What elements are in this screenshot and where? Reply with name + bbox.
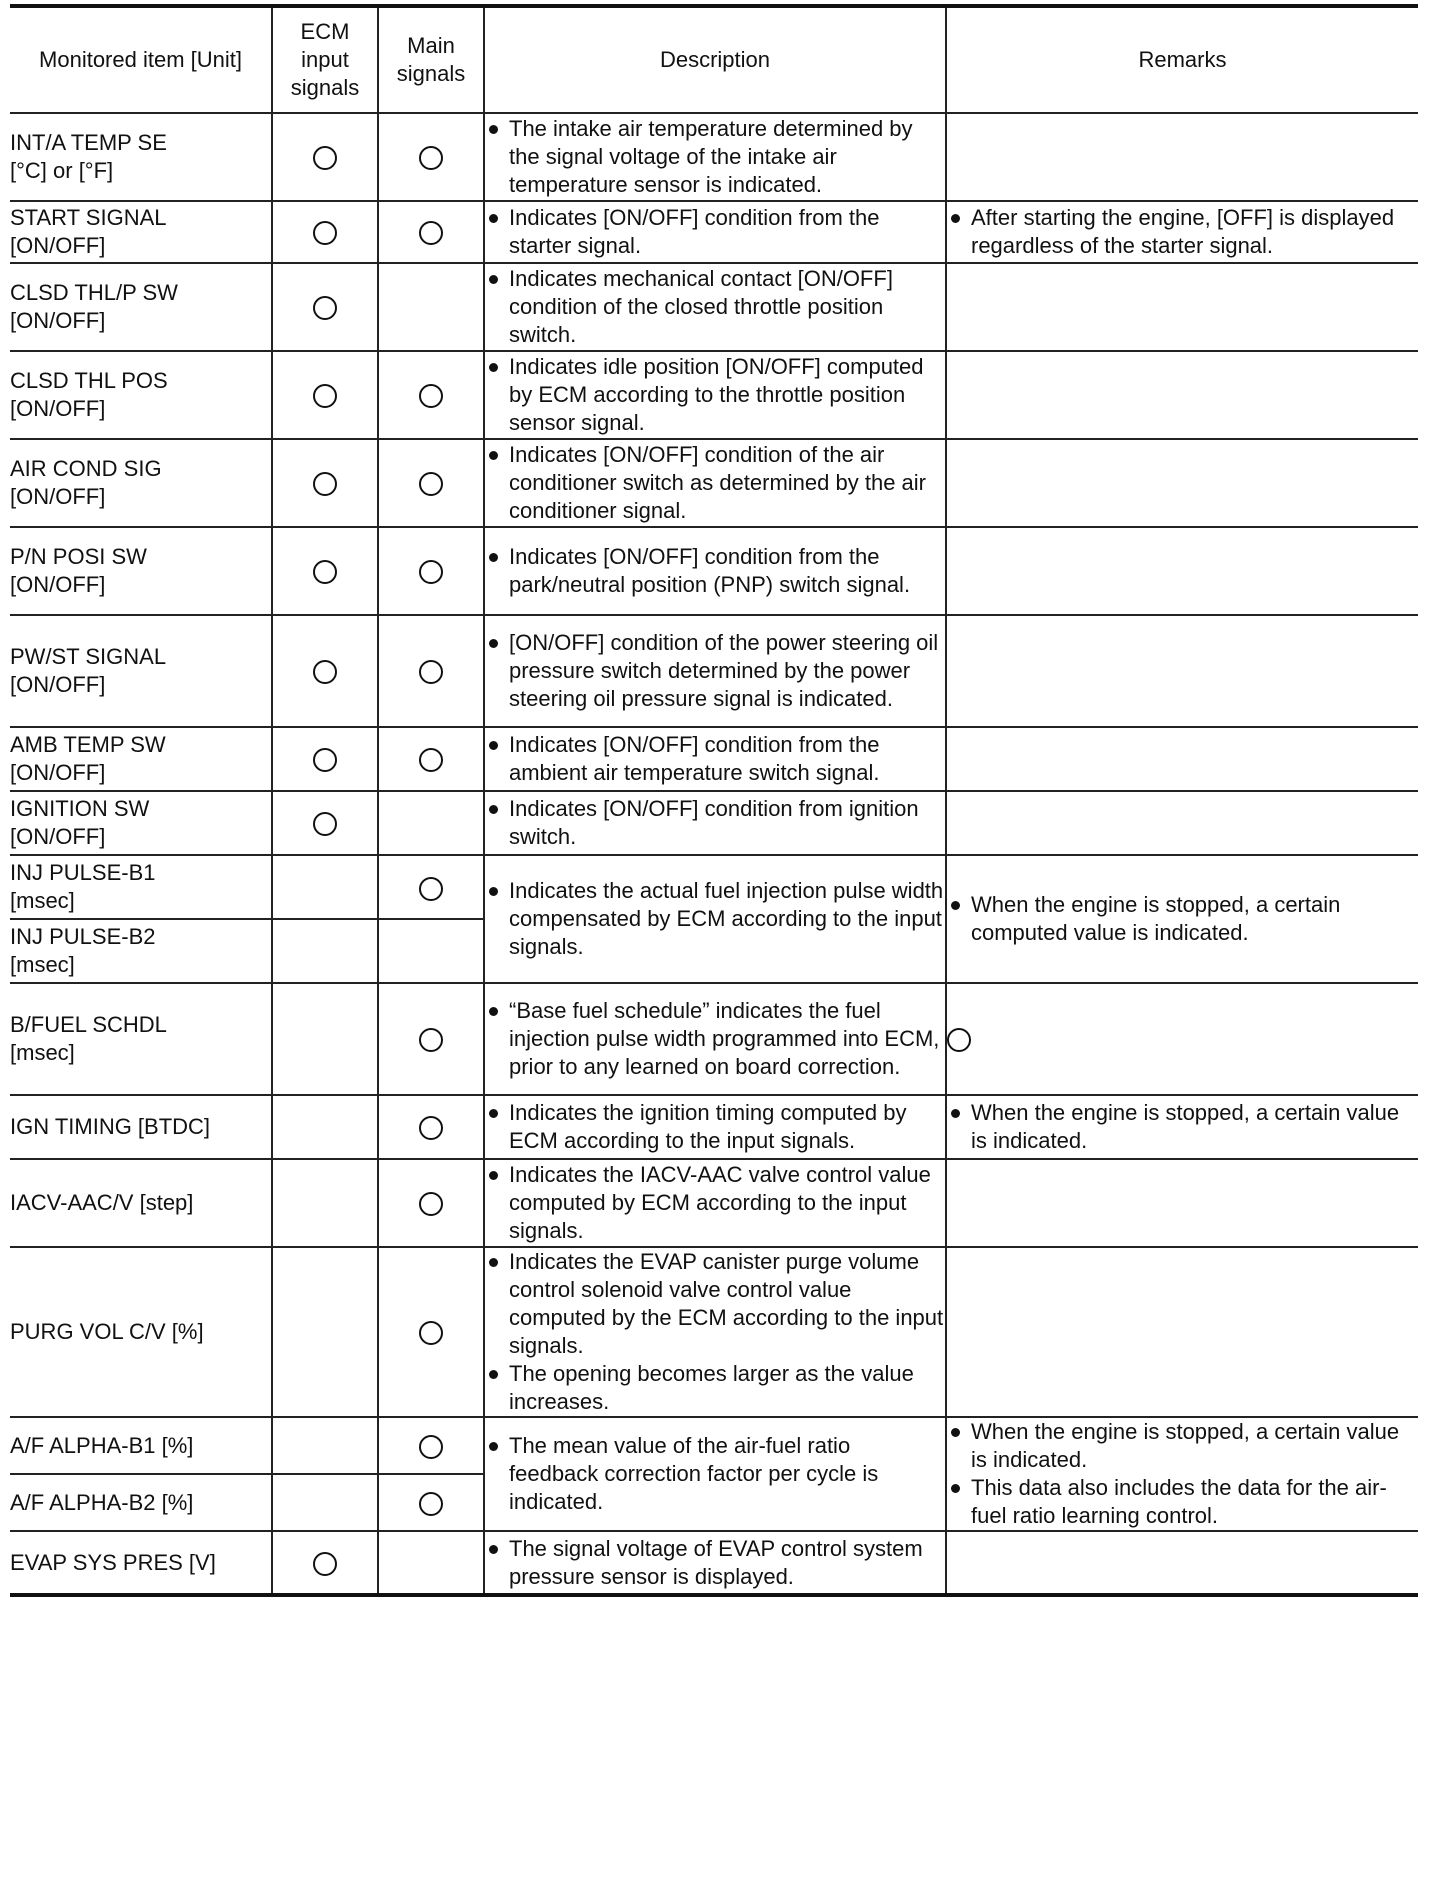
main-signal-cell bbox=[378, 919, 484, 983]
description-cell bbox=[484, 983, 946, 1095]
table-row bbox=[10, 439, 1418, 527]
ecm-input-cell bbox=[272, 1095, 378, 1159]
remarks-cell bbox=[946, 263, 1418, 351]
monitored-item-line: [°C] or [°F] bbox=[10, 158, 114, 183]
bullet-item: After starting the engine, [OFF] is displayed regardless of the starter signal. bbox=[947, 204, 1418, 260]
bullet-list bbox=[947, 1418, 1418, 1530]
table-row bbox=[10, 201, 1418, 263]
monitored-item-line: EVAP SYS PRES [V] bbox=[10, 1549, 216, 1575]
circle-mark-icon bbox=[419, 221, 443, 245]
circle-mark-icon bbox=[313, 812, 337, 836]
main-signal-cell bbox=[378, 527, 484, 615]
description-cell bbox=[484, 113, 946, 201]
monitored-item-cell bbox=[10, 1417, 272, 1474]
monitored-item-line: IGN TIMING [BTDC] bbox=[10, 1114, 211, 1139]
bullet-item: Indicates idle position [ON/OFF] computed by ECM according to the throttle position sensor signal. bbox=[485, 353, 945, 437]
description-cell bbox=[484, 351, 946, 439]
monitored-item-line: INJ PULSE-B1 bbox=[10, 860, 156, 885]
bullet-list bbox=[485, 265, 945, 349]
ecm-input-cell bbox=[272, 1531, 378, 1595]
ecm-input-cell bbox=[272, 113, 378, 201]
remarks-cell bbox=[946, 351, 1418, 439]
table-row bbox=[10, 1159, 1418, 1247]
monitored-item-line: IACV-AAC/V [step] bbox=[10, 1190, 194, 1215]
main-signal-cell bbox=[378, 113, 484, 201]
description-cell bbox=[484, 1247, 946, 1417]
table-row bbox=[10, 727, 1418, 791]
monitored-item-line: A/F ALPHA-B1 [%] bbox=[10, 1432, 194, 1458]
monitored-item-line: IGNITION SW bbox=[10, 796, 150, 821]
monitored-item-cell bbox=[10, 527, 272, 615]
ecm-input-cell bbox=[272, 791, 378, 855]
remarks-cell bbox=[946, 113, 1418, 201]
ecm-input-cell bbox=[272, 983, 378, 1095]
table-row bbox=[10, 1417, 1418, 1474]
monitored-item-line: [ON/OFF] bbox=[10, 760, 106, 785]
monitored-item-line: [ON/OFF] bbox=[10, 396, 106, 421]
main-signal-cell bbox=[378, 983, 484, 1095]
bullet-item: When the engine is stopped, a certain value is indicated. bbox=[947, 1099, 1418, 1155]
monitored-item-line: [ON/OFF] bbox=[10, 308, 106, 333]
bullet-item: Indicates the EVAP canister purge volume control solenoid valve control value computed by the ECM according to the input signals. bbox=[485, 1248, 945, 1360]
monitored-item-cell bbox=[10, 201, 272, 263]
bullet-list bbox=[485, 543, 945, 599]
ecm-input-cell bbox=[272, 615, 378, 727]
bullet-item: When the engine is stopped, a certain value is indicated. bbox=[947, 1418, 1418, 1474]
description-cell bbox=[484, 727, 946, 791]
main-signal-cell bbox=[378, 1474, 484, 1531]
ecm-input-cell bbox=[272, 727, 378, 791]
description-cell bbox=[484, 1095, 946, 1159]
monitored-item-cell bbox=[10, 113, 272, 201]
circle-mark-icon bbox=[947, 1028, 971, 1052]
bullet-item: Indicates the ignition timing computed by ECM according to the input signals. bbox=[485, 1099, 945, 1155]
monitored-item-cell bbox=[10, 791, 272, 855]
remarks-cell bbox=[946, 439, 1418, 527]
circle-mark-icon bbox=[419, 1028, 443, 1052]
ecm-input-cell bbox=[272, 855, 378, 919]
description-cell bbox=[484, 855, 946, 983]
circle-mark-icon bbox=[419, 877, 443, 901]
description-cell bbox=[484, 615, 946, 727]
description-cell bbox=[484, 527, 946, 615]
monitored-item-line: PURG VOL C/V [%] bbox=[10, 1319, 204, 1344]
remarks-cell bbox=[946, 1247, 1418, 1417]
bullet-list bbox=[947, 891, 1418, 947]
header-ecm-input-signals bbox=[272, 6, 378, 113]
header-main-label: Main signals bbox=[396, 33, 466, 86]
circle-mark-icon bbox=[313, 1552, 337, 1576]
ecm-input-cell bbox=[272, 1417, 378, 1474]
monitored-item-line: [ON/OFF] bbox=[10, 824, 106, 849]
monitored-item-line: A/F ALPHA-B2 [%] bbox=[10, 1489, 194, 1515]
monitored-item-line: AIR COND SIG bbox=[10, 456, 162, 481]
circle-mark-icon bbox=[419, 748, 443, 772]
main-signal-cell bbox=[378, 1159, 484, 1247]
remarks-cell bbox=[946, 855, 1418, 983]
bullet-item: This data also includes the data for the air-fuel ratio learning control. bbox=[947, 1474, 1418, 1530]
monitored-item-line: AMB TEMP SW bbox=[10, 732, 166, 757]
monitored-item-cell bbox=[10, 1095, 272, 1159]
bullet-list bbox=[485, 1161, 945, 1245]
bullet-item: The mean value of the air-fuel ratio feedback correction factor per cycle is indicated. bbox=[485, 1432, 945, 1516]
bullet-item: Indicates the IACV-AAC valve control value computed by ECM according to the input signals. bbox=[485, 1161, 945, 1245]
monitored-item-line: P/N POSI SW bbox=[10, 544, 147, 569]
bullet-list bbox=[485, 877, 945, 961]
bullet-item: Indicates the actual fuel injection pulse width compensated by ECM according to the input signals. bbox=[485, 877, 945, 961]
monitored-item-line: [msec] bbox=[10, 1040, 75, 1065]
remarks-cell bbox=[946, 1417, 1418, 1531]
remarks-cell bbox=[946, 1095, 1418, 1159]
circle-mark-icon bbox=[419, 384, 443, 408]
bullet-item: [ON/OFF] condition of the power steering oil pressure switch determined by the power steering oil pressure signal is indicated. bbox=[485, 629, 945, 713]
bullet-list bbox=[485, 629, 945, 713]
main-signal-cell bbox=[378, 1531, 484, 1595]
remarks-cell bbox=[946, 983, 1418, 1095]
main-signal-cell bbox=[378, 439, 484, 527]
description-cell bbox=[484, 263, 946, 351]
monitored-item-line: INJ PULSE-B2 bbox=[10, 924, 156, 949]
circle-mark-icon bbox=[313, 384, 337, 408]
main-signal-cell bbox=[378, 615, 484, 727]
ecm-input-cell bbox=[272, 1159, 378, 1247]
monitored-item-line: INT/A TEMP SE bbox=[10, 130, 167, 155]
monitored-item-cell bbox=[10, 727, 272, 791]
bullet-list bbox=[485, 731, 945, 787]
circle-mark-icon bbox=[419, 1435, 443, 1459]
header-remarks: Remarks bbox=[946, 6, 1418, 113]
main-signal-cell bbox=[378, 201, 484, 263]
bullet-list bbox=[947, 1099, 1418, 1155]
monitored-item-cell bbox=[10, 1531, 272, 1595]
bullet-item: The opening becomes larger as the value increases. bbox=[485, 1360, 945, 1416]
table-row bbox=[10, 855, 1418, 919]
circle-mark-icon bbox=[419, 560, 443, 584]
description-cell bbox=[484, 201, 946, 263]
bullet-item: When the engine is stopped, a certain computed value is indicated. bbox=[947, 891, 1418, 947]
monitored-item-cell bbox=[10, 1474, 272, 1531]
table-row bbox=[10, 983, 1418, 1095]
bullet-item: The signal voltage of EVAP control system pressure sensor is displayed. bbox=[485, 1535, 945, 1591]
header-description: Description bbox=[484, 6, 946, 113]
bullet-list bbox=[947, 204, 1418, 260]
main-signal-cell bbox=[378, 1095, 484, 1159]
monitored-item-cell bbox=[10, 855, 272, 919]
ecm-input-cell bbox=[272, 351, 378, 439]
table-row bbox=[10, 527, 1418, 615]
remarks-cell bbox=[946, 527, 1418, 615]
circle-mark-icon bbox=[419, 1492, 443, 1516]
bullet-item: Indicates mechanical contact [ON/OFF] condition of the closed throttle position switch. bbox=[485, 265, 945, 349]
remarks-cell bbox=[946, 1159, 1418, 1247]
bullet-list bbox=[485, 204, 945, 260]
table-row bbox=[10, 1531, 1418, 1595]
monitored-item-cell bbox=[10, 1159, 272, 1247]
monitored-item-line: [ON/OFF] bbox=[10, 672, 106, 697]
circle-mark-icon bbox=[313, 748, 337, 772]
table-row bbox=[10, 113, 1418, 201]
circle-mark-icon bbox=[313, 221, 337, 245]
remarks-cell bbox=[946, 1531, 1418, 1595]
header-row bbox=[10, 6, 1418, 113]
table-row bbox=[10, 1095, 1418, 1159]
bullet-item: “Base fuel schedule” indicates the fuel injection pulse width programmed into ECM, prior to any learned on board correction. bbox=[485, 997, 945, 1081]
bullet-list bbox=[485, 1248, 945, 1416]
monitored-item-cell bbox=[10, 351, 272, 439]
circle-mark-icon bbox=[419, 660, 443, 684]
table-row bbox=[10, 351, 1418, 439]
monitored-item-line: [msec] bbox=[10, 952, 75, 977]
monitored-item-line: [ON/OFF] bbox=[10, 572, 106, 597]
ecm-input-cell bbox=[272, 1247, 378, 1417]
monitored-item-line: START SIGNAL bbox=[10, 205, 167, 230]
description-cell bbox=[484, 1531, 946, 1595]
remarks-cell bbox=[946, 791, 1418, 855]
monitored-item-cell bbox=[10, 919, 272, 983]
circle-mark-icon bbox=[419, 1116, 443, 1140]
ecm-input-cell bbox=[272, 263, 378, 351]
monitored-item-line: B/FUEL SCHDL bbox=[10, 1012, 167, 1037]
circle-mark-icon bbox=[313, 660, 337, 684]
monitored-item-line: [ON/OFF] bbox=[10, 233, 106, 258]
remarks-cell bbox=[946, 201, 1418, 263]
header-main-signals bbox=[378, 6, 484, 113]
description-cell bbox=[484, 1417, 946, 1531]
monitored-item-line: PW/ST SIGNAL bbox=[10, 644, 167, 669]
circle-mark-icon bbox=[313, 296, 337, 320]
bullet-list bbox=[485, 441, 945, 525]
bullet-item: Indicates [ON/OFF] condition from the park/neutral position (PNP) switch signal. bbox=[485, 543, 945, 599]
header-monitored-item: Monitored item [Unit] bbox=[10, 6, 272, 113]
bullet-list bbox=[485, 1099, 945, 1155]
monitored-item-line: CLSD THL POS bbox=[10, 368, 168, 393]
monitored-item-cell bbox=[10, 439, 272, 527]
circle-mark-icon bbox=[313, 146, 337, 170]
ecm-input-cell bbox=[272, 527, 378, 615]
circle-mark-icon bbox=[313, 560, 337, 584]
monitored-item-cell bbox=[10, 983, 272, 1095]
ecm-input-cell bbox=[272, 201, 378, 263]
table-body bbox=[10, 113, 1418, 1595]
bullet-list bbox=[485, 1432, 945, 1516]
circle-mark-icon bbox=[419, 1321, 443, 1345]
monitor-item-sheet bbox=[10, 4, 1418, 1597]
ecm-input-cell bbox=[272, 919, 378, 983]
description-cell bbox=[484, 439, 946, 527]
monitored-item-cell bbox=[10, 1247, 272, 1417]
bullet-item: Indicates [ON/OFF] condition of the air conditioner switch as determined by the air conditioner signal. bbox=[485, 441, 945, 525]
circle-mark-icon bbox=[313, 472, 337, 496]
main-signal-cell bbox=[378, 1247, 484, 1417]
bullet-list bbox=[485, 997, 945, 1081]
remarks-cell bbox=[946, 727, 1418, 791]
bullet-list bbox=[485, 795, 945, 851]
monitored-item-line: [msec] bbox=[10, 888, 75, 913]
circle-mark-icon bbox=[419, 472, 443, 496]
monitored-item-line: [ON/OFF] bbox=[10, 484, 106, 509]
header-ecm-label: ECM input signals bbox=[290, 19, 360, 100]
bullet-item: Indicates [ON/OFF] condition from the ambient air temperature switch signal. bbox=[485, 731, 945, 787]
table-row bbox=[10, 1247, 1418, 1417]
monitored-item-line: CLSD THL/P SW bbox=[10, 280, 178, 305]
monitored-item-cell bbox=[10, 615, 272, 727]
monitored-item-cell bbox=[10, 263, 272, 351]
ecm-input-cell bbox=[272, 439, 378, 527]
description-cell bbox=[484, 1159, 946, 1247]
table-row bbox=[10, 791, 1418, 855]
bullet-list bbox=[485, 115, 945, 199]
table-row bbox=[10, 263, 1418, 351]
table-row bbox=[10, 615, 1418, 727]
bullet-list bbox=[485, 1535, 945, 1591]
main-signal-cell bbox=[378, 263, 484, 351]
bullet-list bbox=[485, 353, 945, 437]
remarks-cell bbox=[946, 615, 1418, 727]
main-signal-cell bbox=[378, 727, 484, 791]
monitor-item-table bbox=[10, 4, 1418, 1597]
circle-mark-icon bbox=[419, 1192, 443, 1216]
main-signal-cell bbox=[378, 855, 484, 919]
main-signal-cell bbox=[378, 1417, 484, 1474]
circle-mark-icon bbox=[419, 146, 443, 170]
ecm-input-cell bbox=[272, 1474, 378, 1531]
bullet-item: The intake air temperature determined by the signal voltage of the intake air temperature sensor is indicated. bbox=[485, 115, 945, 199]
bullet-item: Indicates [ON/OFF] condition from the starter signal. bbox=[485, 204, 945, 260]
description-cell bbox=[484, 791, 946, 855]
main-signal-cell bbox=[378, 791, 484, 855]
main-signal-cell bbox=[378, 351, 484, 439]
bullet-item: Indicates [ON/OFF] condition from ignition switch. bbox=[485, 795, 945, 851]
